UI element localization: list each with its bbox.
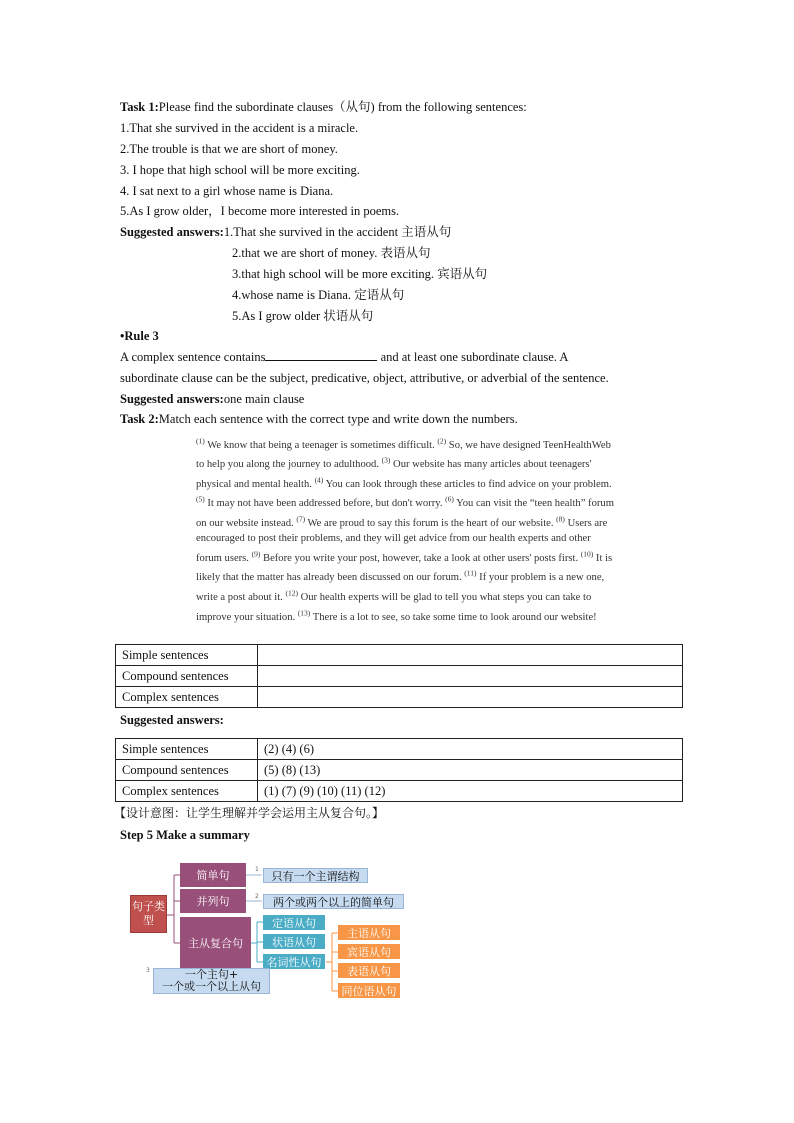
diagram-attributive-clause: 定语从句 — [263, 915, 325, 930]
type-cell: Complex sentences — [116, 781, 258, 802]
passage-s6: $^{(6)}$ You can visit the “teen health” forum on our website instead. — [196, 494, 614, 530]
diagram-simple-sentence: 简单句 — [180, 863, 246, 887]
type-cell: Compound sentences — [116, 760, 258, 781]
task2-answers-label: Suggested answers: — [120, 713, 224, 727]
task1-answer-5: 5.As I grow older 状语从句 — [232, 309, 374, 323]
type-cell: Simple sentences — [116, 739, 258, 760]
connector-root — [166, 875, 180, 943]
rule3-text-before: A complex sentence contains — [120, 350, 266, 364]
step5-title: Step 5 Make a summary — [120, 828, 250, 842]
task1-sentence-3: 3. I hope that high school will be more exciting. — [120, 163, 360, 177]
rule3-answer-label: Suggested answers: — [120, 392, 224, 406]
marker-1: 1 — [255, 866, 259, 873]
passage-s8: $^{(8)}$ Users are encouraged to post their problems, and they will get advice from our health experts and other forum users. — [196, 514, 608, 564]
diagram-compound-note: 两个或两个以上的简单句 — [263, 894, 404, 909]
passage-s4: $^{(4)}$ You can look through these articles to find advice on your problem. — [314, 475, 612, 490]
diagram-subject-clause: 主语从句 — [338, 925, 400, 940]
answer-cell: (1) (7) (9) (10) (11) (12) — [258, 781, 683, 802]
diagram-compound-sentence: 并列句 — [180, 889, 246, 913]
marker-3: 3 — [146, 967, 150, 974]
connector-complex — [250, 922, 263, 962]
task1-answer-3: 3.that high school will be more exciting. 宾语从句 — [232, 267, 488, 281]
passage-s10: $^{(10)}$ It is likely that the matter has already been discussed on our forum. — [196, 549, 613, 584]
diagram-simple-note: 只有一个主谓结构 — [263, 868, 368, 883]
rule3-text-line-2: subordinate clause can be the subject, predicative, object, attributive, or adverbial of the sentence. — [120, 371, 609, 385]
complex-note-line-2: 一个或一个以上从句 — [162, 980, 261, 993]
connector-notes — [245, 875, 262, 901]
diagram-predicative-clause: 表语从句 — [338, 963, 400, 978]
type-cell: Compound sentences — [116, 666, 258, 687]
passage-s2: $^{(2)}$ So, we have designed TeenHealthWeb to help you along the journey to adulthood. — [196, 436, 611, 471]
passage-s5: $^{(5)}$ It may not have been addressed before, but don't worry. — [196, 494, 446, 510]
passage-s9: $^{(9)}$ Before you write your post, however, take a look at other users' posts first. — [251, 549, 581, 564]
task2-label: Task 2: — [120, 412, 159, 426]
passage-s3: $^{(3)}$ Our website has many articles about teenagers' physical and mental health. — [196, 455, 592, 490]
task1-answer-2: 2.that we are short of money. 表语从句 — [232, 246, 431, 260]
rule3-answer: one main clause — [223, 392, 305, 406]
type-cell: Complex sentences — [116, 687, 258, 708]
task1-sentence-5: 5.As I grow older，I become more interested in poems. — [120, 204, 400, 218]
passage-s7: $^{(7)}$ We are proud to say this forum is the heart of our website. — [296, 514, 557, 530]
diagram-complex-sentence: 主从复合句 — [180, 917, 251, 969]
type-cell: Simple sentences — [116, 645, 258, 666]
answer-cell: (5) (8) (13) — [258, 760, 683, 781]
diagram-complex-note — [153, 968, 270, 994]
passage-s1: $^{(1)}$ We know that being a teenager is sometimes difficult. — [196, 436, 438, 451]
task1-answers-label: Suggested answers: — [120, 225, 224, 239]
passage-s12: $^{(12)}$ Our health experts will be glad to tell you what steps you can take to improve your situation. — [196, 588, 592, 623]
task1-instruction: Please find the subordinate clauses（从句) from the following sentences: — [158, 100, 527, 114]
rule3-text-after: and at least one subordinate clause. A — [377, 350, 569, 364]
diagram-nominal-clause: 名词性从句 — [263, 954, 325, 969]
diagram-root-sentence-types: 句子类型 — [130, 895, 167, 933]
task1-sentence-4: 4. I sat next to a girl whose name is Diana. — [120, 184, 334, 198]
diagram-appositive-clause: 同位语从句 — [338, 983, 400, 998]
diagram-adverbial-clause: 状语从句 — [263, 934, 325, 949]
task1-answer-4: 4.whose name is Diana. 定语从句 — [232, 288, 405, 302]
complex-note-line-1: 一个主句+ — [184, 968, 239, 981]
task1-label: Task 1: — [120, 100, 159, 114]
marker-2: 2 — [255, 893, 259, 900]
rule3-title: •Rule 3 — [120, 329, 159, 343]
diagram-object-clause: 宾语从句 — [338, 944, 400, 959]
passage-s13: $^{(13)}$ There is a lot to see, so take some time to look around our website! — [297, 608, 597, 623]
task1-sentence-1: 1.That she survived in the accident is a miracle. — [120, 121, 359, 135]
task2-instruction: Match each sentence with the correct type and write down the numbers. — [158, 412, 518, 426]
answer-cell: (2) (4) (6) — [258, 739, 683, 760]
passage-s11: $^{(11)}$ If your problem is a new one, write a post about it. — [196, 568, 605, 603]
task1-answer-1: 1.That she survived in the accident 主语从句 — [223, 225, 452, 239]
design-intent: 【设计意图：让学生理解并学会运用主从复合句。】 — [114, 806, 385, 820]
connector-nominal — [326, 933, 338, 991]
task1-sentence-2: 2.The trouble is that we are short of money. — [120, 142, 338, 156]
